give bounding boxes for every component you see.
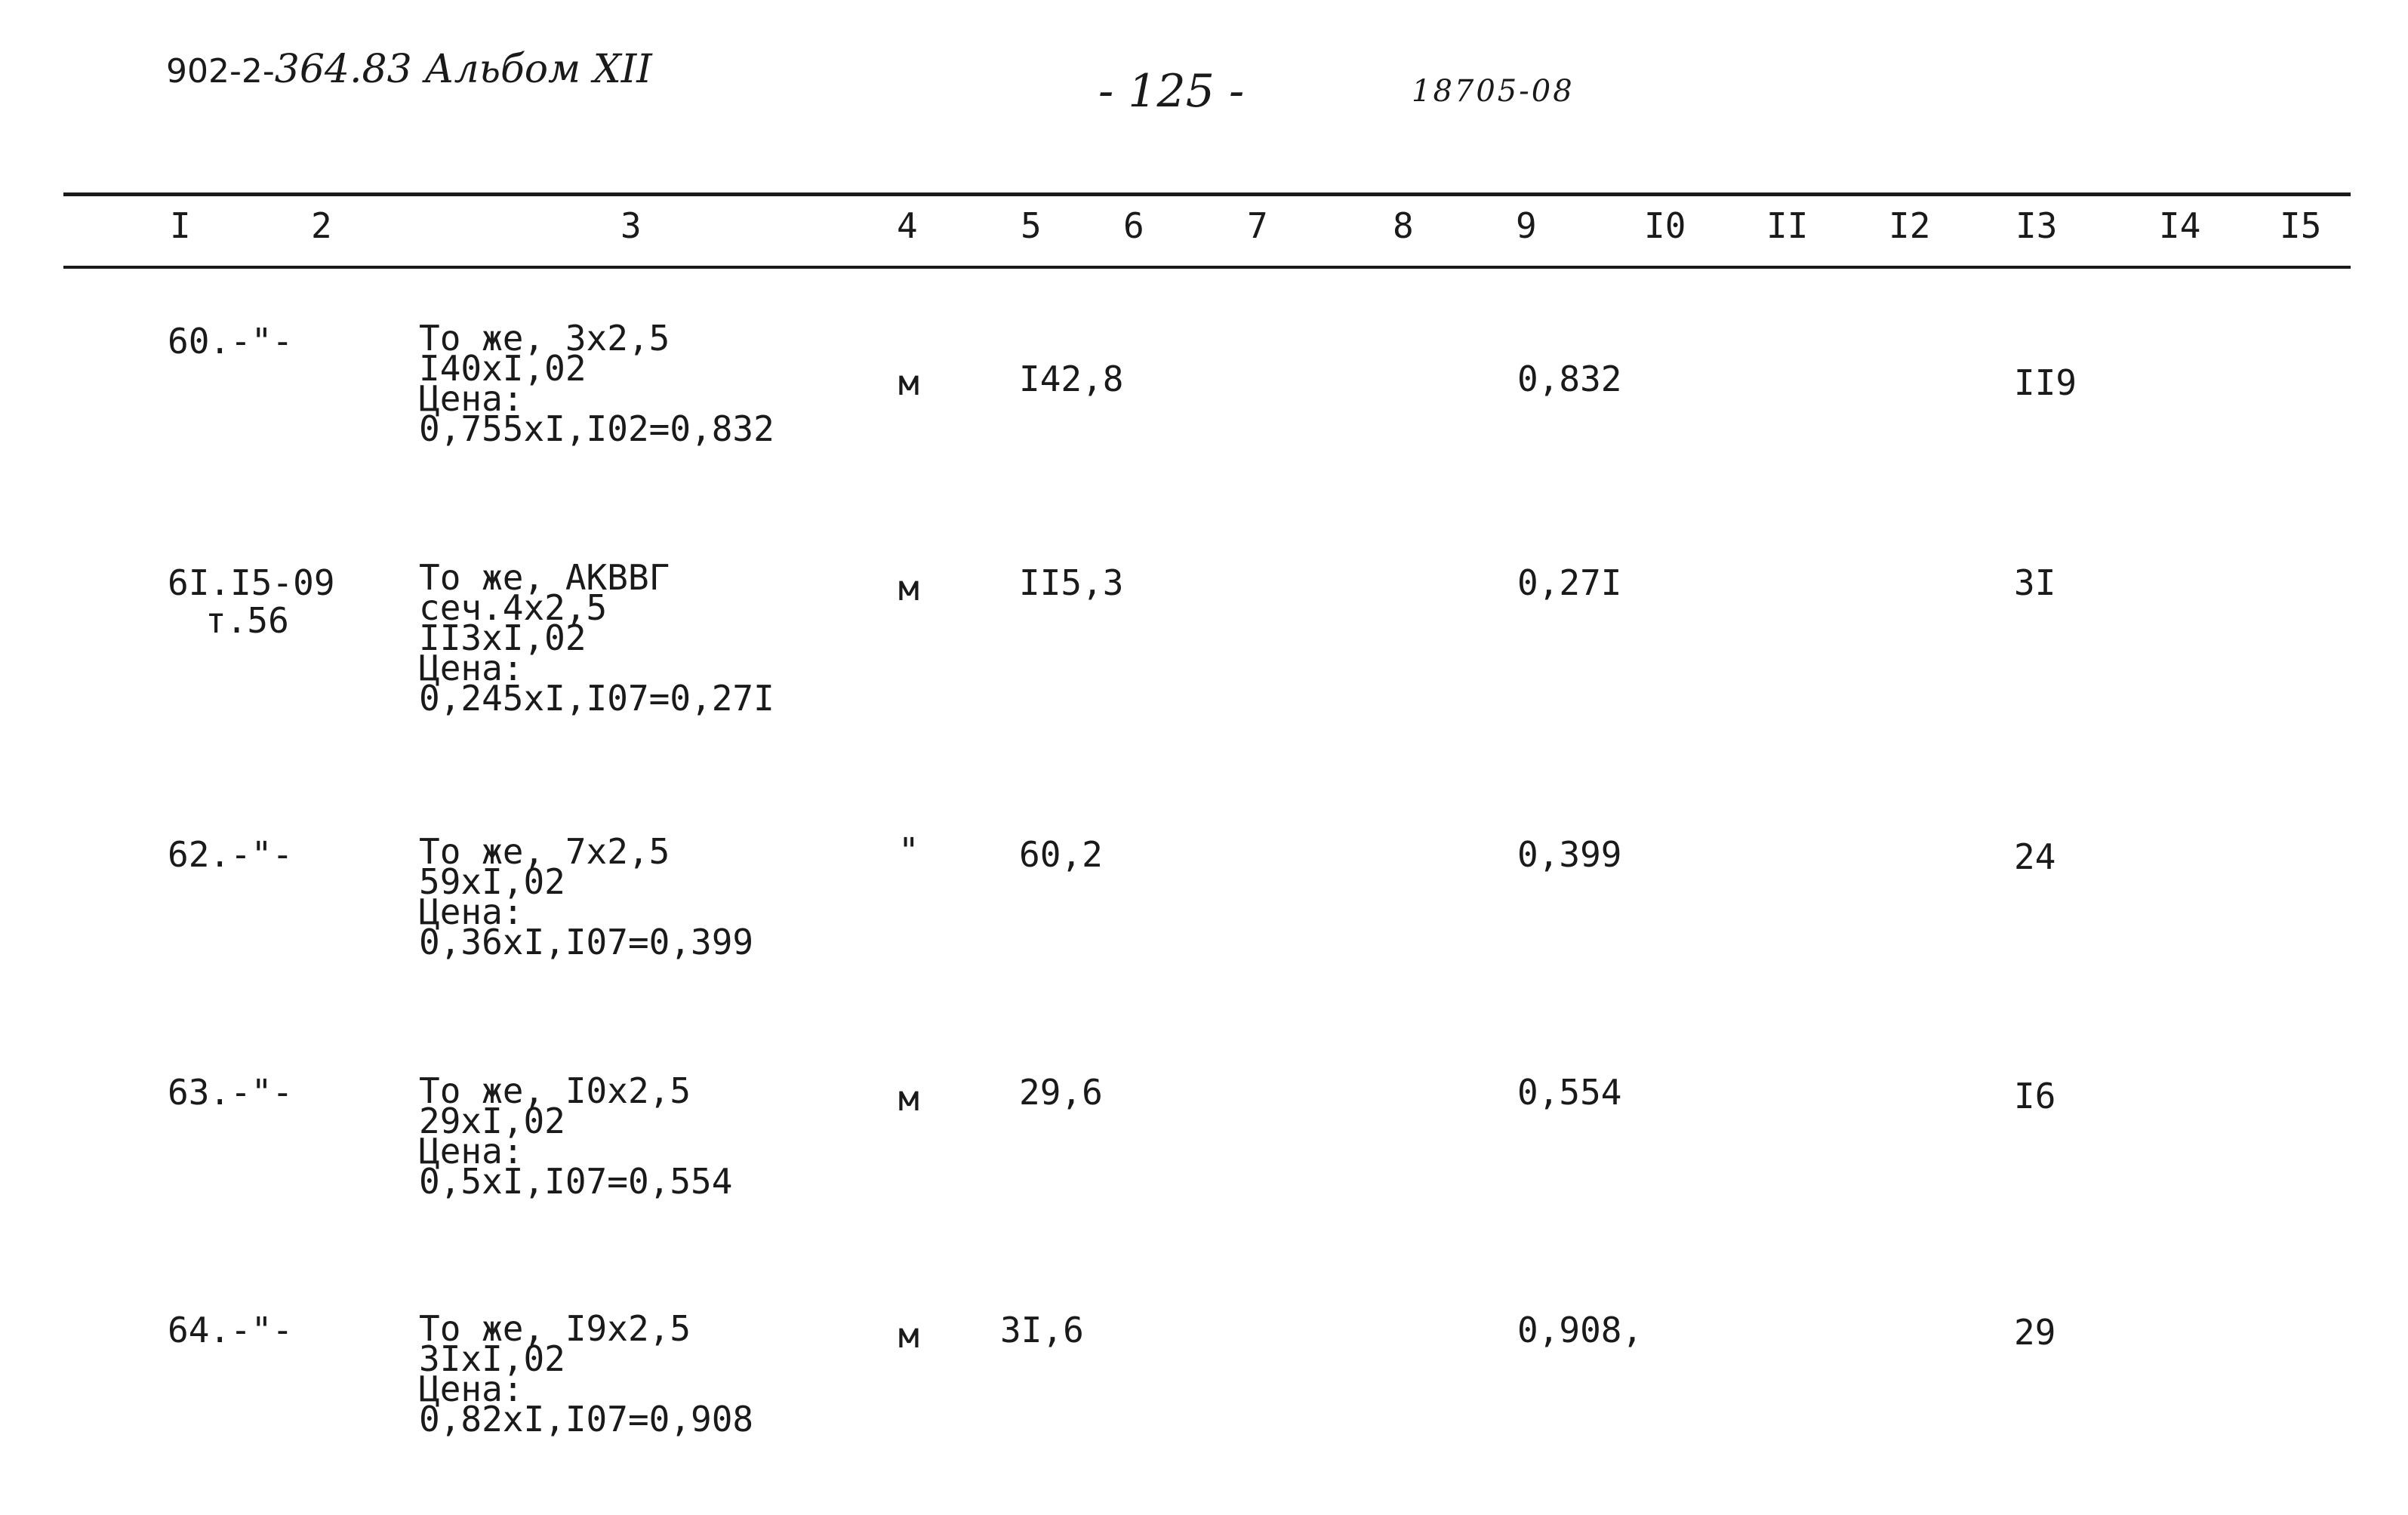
document-code-printed: 902-2- bbox=[166, 52, 275, 91]
row-description bbox=[419, 557, 774, 719]
description-line: Цена: bbox=[419, 1131, 524, 1172]
row-position: 64.-"- bbox=[168, 1310, 294, 1350]
column-number-15: I5 bbox=[2280, 205, 2322, 246]
row-description bbox=[419, 1308, 754, 1440]
row-col13-value: II9 bbox=[2014, 362, 2077, 403]
column-number-4: 4 bbox=[897, 205, 918, 246]
page-number: - 125 - bbox=[1098, 65, 1245, 118]
row-price: 0,908, bbox=[1517, 1310, 1643, 1350]
document-code-handwritten: 364.83 Альбом XII bbox=[274, 47, 652, 92]
column-number-14: I4 bbox=[2159, 205, 2201, 246]
column-number-11: II bbox=[1766, 205, 1809, 246]
row-position: 63.-"- bbox=[168, 1072, 294, 1113]
row-quantity: II5,3 bbox=[1019, 562, 1124, 603]
description-line: сеч.4х2,5 bbox=[419, 587, 608, 628]
row-price: 0,832 bbox=[1517, 359, 1622, 399]
row-unit: м bbox=[898, 362, 919, 403]
row-position: 6I.I5-09 bbox=[168, 562, 335, 603]
description-line: То же, 7х2,5 bbox=[419, 831, 670, 872]
row-price: 0,554 bbox=[1517, 1072, 1622, 1113]
row-price: 0,27I bbox=[1517, 562, 1622, 603]
row-position: 62.-"- bbox=[168, 834, 294, 875]
description-line: Цена: bbox=[419, 1369, 524, 1409]
row-quantity: 29,6 bbox=[1019, 1072, 1103, 1113]
row-description bbox=[419, 1070, 733, 1202]
description-line: 0,36хI,I07=0,399 bbox=[419, 922, 754, 962]
description-line: I40хI,02 bbox=[419, 348, 587, 389]
table-header-rule bbox=[63, 266, 2351, 269]
row-quantity: 3I,6 bbox=[1000, 1310, 1084, 1350]
column-number-1: I bbox=[170, 205, 191, 246]
row-unit: м bbox=[898, 1078, 919, 1119]
description-line: 0,245хI,I07=0,27I bbox=[419, 678, 774, 719]
row-unit: м bbox=[898, 1315, 919, 1356]
row-unit: м bbox=[898, 568, 919, 608]
description-line: 0,82хI,I07=0,908 bbox=[419, 1399, 754, 1440]
row-col13-value: 29 bbox=[2014, 1312, 2056, 1353]
description-line: Цена: bbox=[419, 648, 524, 688]
row-description bbox=[419, 831, 754, 962]
row-description bbox=[419, 318, 774, 449]
table-top-rule bbox=[63, 192, 2351, 196]
description-line: 0,755хI,I02=0,832 bbox=[419, 408, 774, 449]
row-unit: " bbox=[898, 830, 919, 871]
column-number-12: I2 bbox=[1889, 205, 1931, 246]
description-line: То же, АКВВГ bbox=[419, 557, 670, 598]
description-line: То же, I0х2,5 bbox=[419, 1070, 691, 1111]
row-quantity: I42,8 bbox=[1019, 359, 1124, 399]
column-number-6: 6 bbox=[1123, 205, 1144, 246]
description-line: 29хI,02 bbox=[419, 1101, 565, 1141]
description-line: То же, 3х2,5 bbox=[419, 318, 670, 359]
document-code bbox=[166, 47, 652, 92]
row-col13-value: 3I bbox=[2014, 562, 2056, 603]
row-col13-value: I6 bbox=[2014, 1076, 2056, 1116]
description-line: Цена: bbox=[419, 378, 524, 419]
column-number-2: 2 bbox=[311, 205, 332, 246]
column-number-13: I3 bbox=[2015, 205, 2058, 246]
column-number-5: 5 bbox=[1021, 205, 1042, 246]
column-number-10: I0 bbox=[1644, 205, 1686, 246]
row-price: 0,399 bbox=[1517, 834, 1622, 875]
description-line: Цена: bbox=[419, 891, 524, 932]
column-number-9: 9 bbox=[1516, 205, 1537, 246]
description-line: 59хI,02 bbox=[419, 861, 565, 902]
description-line: То же, I9х2,5 bbox=[419, 1308, 691, 1349]
column-number-8: 8 bbox=[1393, 205, 1414, 246]
row-reference: т.56 bbox=[205, 600, 289, 641]
document-number: 18705-08 bbox=[1412, 74, 1575, 109]
row-quantity: 60,2 bbox=[1019, 834, 1103, 875]
column-number-7: 7 bbox=[1247, 205, 1268, 246]
description-line: 3IхI,02 bbox=[419, 1338, 565, 1379]
row-col13-value: 24 bbox=[2014, 836, 2056, 877]
column-number-3: 3 bbox=[620, 205, 642, 246]
description-line: II3хI,02 bbox=[419, 617, 587, 658]
row-position: 60.-"- bbox=[168, 321, 294, 362]
description-line: 0,5хI,I07=0,554 bbox=[419, 1161, 733, 1202]
